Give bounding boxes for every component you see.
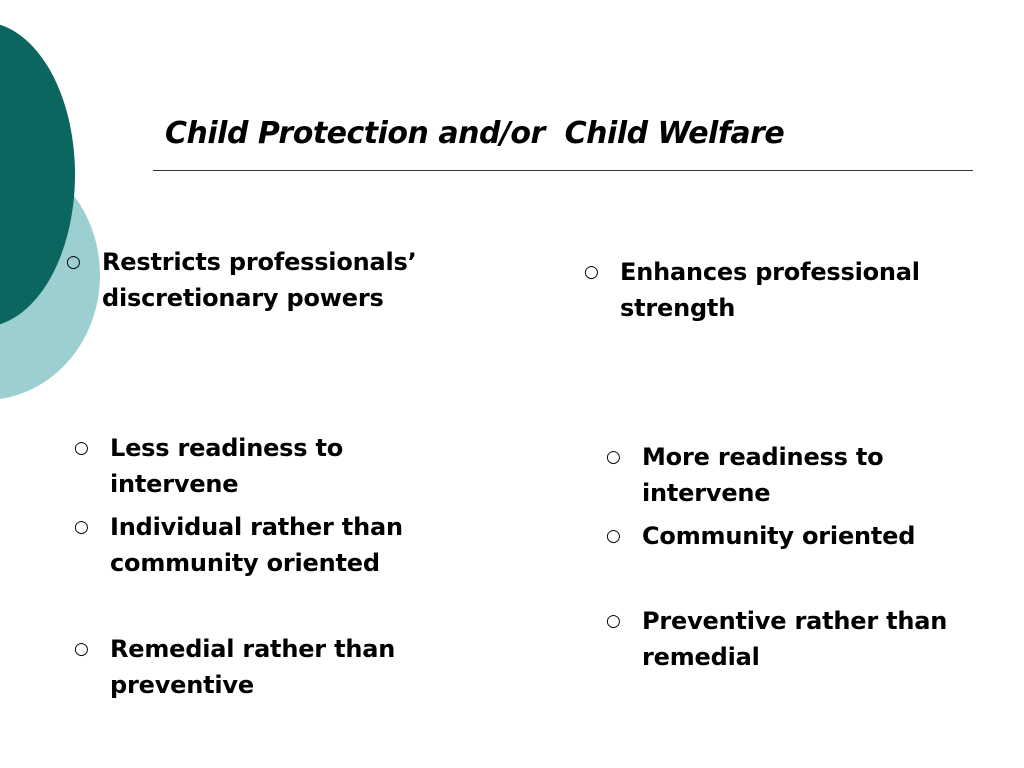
bullet-marker: ○ — [606, 526, 621, 546]
right-item-3-text: Preventive rather than remedial — [642, 607, 948, 671]
left-item-3-text: Remedial rather than preventive — [110, 635, 396, 699]
left-item-2 — [74, 509, 460, 581]
right-intro-text: Enhances professional strength — [620, 258, 920, 322]
bullet-marker: ○ — [74, 517, 89, 537]
right-item-3 — [606, 603, 972, 675]
bullet-marker: ○ — [584, 262, 599, 282]
left-item-3 — [74, 631, 460, 703]
bullet-marker: ○ — [66, 252, 81, 272]
bullet-marker: ○ — [74, 438, 89, 458]
slide-title: Child Protection and/or Child Welfare — [165, 116, 785, 151]
bullet-marker: ○ — [74, 639, 89, 659]
left-intro-text: Restricts professionals’ discretionary powers — [102, 248, 417, 312]
left-item-1-text: Less readiness to intervene — [110, 434, 344, 498]
right-item-2 — [606, 518, 972, 554]
right-item-2-text: Community oriented — [642, 522, 916, 550]
right-item-1 — [606, 439, 972, 511]
left-intro-bullet — [66, 244, 442, 316]
left-item-1 — [74, 430, 460, 502]
right-intro-bullet — [584, 254, 970, 326]
bullet-marker: ○ — [606, 611, 621, 631]
bullet-marker: ○ — [606, 447, 621, 467]
title-underline — [153, 170, 973, 171]
right-item-1-text: More readiness to intervene — [642, 443, 884, 507]
left-item-2-text: Individual rather than community oriented — [110, 513, 403, 577]
